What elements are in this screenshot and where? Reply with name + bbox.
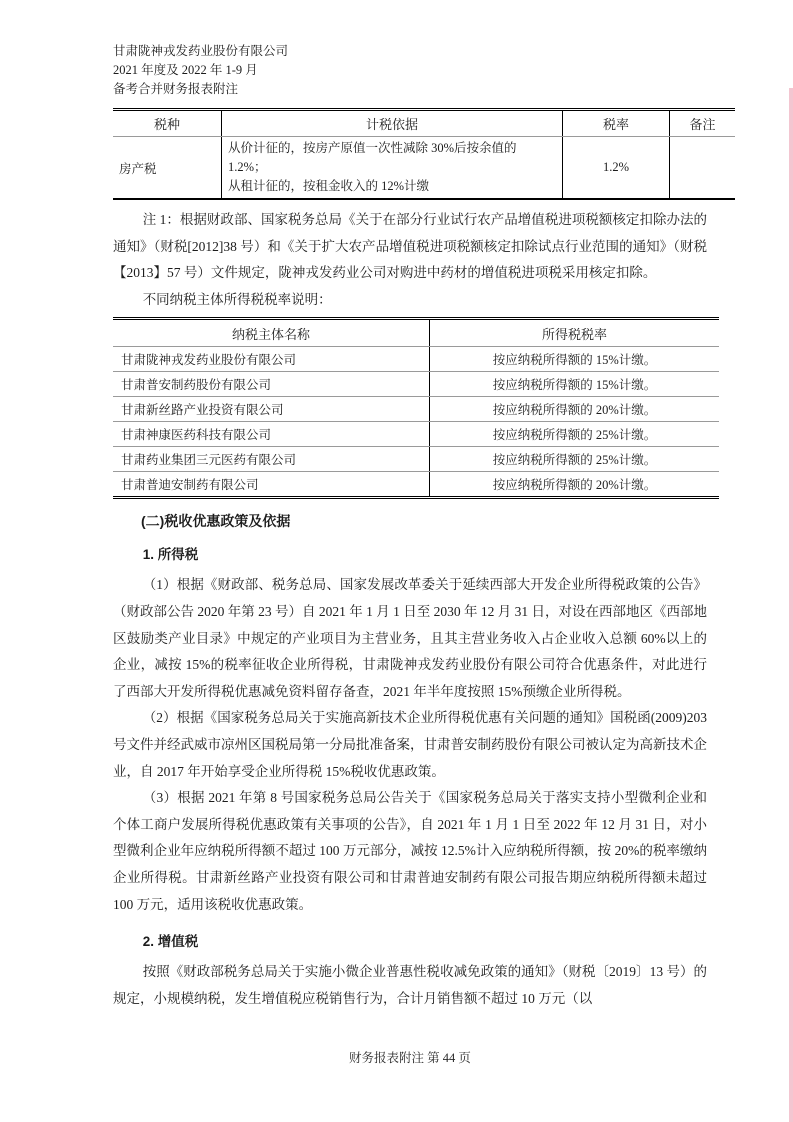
income-tax-paragraph-1: （1）根据《财政部、税务总局、国家发展改革委关于延续西部大开发企业所得税政策的公告》（财政部公告 2020 年第 23 号）自 2021 年 1 月 1 日至 2030 年 12 月 31 日，对设在西部地区《西部地区鼓励类产业目录》中规定的产业项目为主营业务，且其主营业务收入占企业收入总额 60%以上的企业，减按 15%的税率征收企业所得税，甘肃陇神戎发药业股份有限公司符合优惠条件，对此进行了西部大开发所得税优惠减免资料留存备查，2021 年半年度按照 15%预缴企业所得税。 bbox=[113, 577, 707, 699]
tax-basis-line-1: 从价计征的，按房产原值一次性减除 30%后按余值的 1.2%； bbox=[228, 141, 517, 174]
scan-edge-artifact bbox=[789, 88, 793, 1122]
col-header-tax-type: 税种 bbox=[113, 110, 222, 137]
table-row bbox=[113, 422, 719, 447]
table-row bbox=[113, 347, 719, 372]
table-row bbox=[113, 447, 719, 472]
income-tax-paragraph-3: （3）根据 2021 年第 8 号国家税务总局公告关于《国家税务总局关于落实支持小型微利企业和个体工商户发展所得税优惠政策有关事项的公告》，自 2021 年 1 月 1 日至 2022 年 12 月 31 日，对小型微利企业年应纳税所得额不超过 100 万元部分，减按 12.5%计入应纳税所得额，按 20%的税率缴纳企业所得税。甘肃新丝路产业投资有限公司和甘肃普迪安制药有限公司报告期应纳税所得额未超过 100 万元，适用该税收优惠政策。 bbox=[113, 790, 707, 912]
cell-entity-name: 甘肃神康医药科技有限公司 bbox=[113, 422, 430, 447]
table-row bbox=[113, 372, 719, 397]
cell-income-tax-rate: 按应纳税所得额的 20%计缴。 bbox=[430, 472, 720, 498]
cell-tax-basis bbox=[222, 137, 563, 200]
section-heading-tax-incentives: (二)税收优惠政策及依据 bbox=[141, 513, 291, 530]
col-header-tax-basis: 计税依据 bbox=[222, 110, 563, 137]
cell-entity-name: 甘肃药业集团三元医药有限公司 bbox=[113, 447, 430, 472]
subsection-heading-vat: 2. 增值税 bbox=[142, 934, 199, 950]
table-row bbox=[113, 472, 719, 498]
table-row bbox=[113, 397, 719, 422]
cell-remark bbox=[670, 137, 736, 200]
cell-entity-name: 甘肃新丝路产业投资有限公司 bbox=[113, 397, 430, 422]
document-content bbox=[113, 42, 716, 1066]
col-header-entity-name: 纳税主体名称 bbox=[113, 319, 430, 347]
note-1-paragraph: 注 1：根据财政部、国家税务总局《关于在部分行业试行农产品增值税进项税额核定扣除办法的通知》（财税[2012]38 号）和《关于扩大农产品增值税进项税额核定扣除试点行业范围的通知》（财税【2013】57 号）文件规定，陇神戎发药业公司对购进中药材的增值税进项税采用核定扣除。 bbox=[113, 212, 707, 281]
report-period: 2021 年度及 2022 年 1-9 月 bbox=[113, 63, 258, 77]
property-tax-table bbox=[113, 108, 735, 200]
vat-paragraph: 按照《财政部税务总局关于实施小微企业普惠性税收减免政策的通知》（财税〔2019〕13 号）的规定，小规模纳税，发生增值税应税销售行为，合计月销售额不超过 10 万元（以 bbox=[113, 964, 707, 1006]
income-tax-paragraph-2: （2）根据《国家税务总局关于实施高新技术企业所得税优惠有关问题的通知》国税函(2009)203 号文件并经武威市凉州区国税局第一分局批准备案，甘肃普安制药股份有限公司被认定为高新技术企业，自 2017 年开始享受企业所得税 15%税收优惠政策。 bbox=[113, 710, 707, 779]
company-name: 甘肃陇神戎发药业股份有限公司 bbox=[113, 44, 289, 58]
page-footer: 财务报表附注 第 44 页 bbox=[349, 1051, 471, 1066]
cell-income-tax-rate: 按应纳税所得额的 25%计缴。 bbox=[430, 447, 720, 472]
cell-income-tax-rate: 按应纳税所得额的 15%计缴。 bbox=[430, 372, 720, 397]
cell-income-tax-rate: 按应纳税所得额的 15%计缴。 bbox=[430, 347, 720, 372]
col-header-tax-rate: 税率 bbox=[563, 110, 670, 137]
cell-tax-rate: 1.2% bbox=[563, 137, 670, 200]
cell-tax-type: 房产税 bbox=[119, 161, 157, 176]
col-header-income-tax-rate: 所得税税率 bbox=[430, 319, 720, 347]
cell-income-tax-rate: 按应纳税所得额的 25%计缴。 bbox=[430, 422, 720, 447]
cell-entity-name: 甘肃普迪安制药有限公司 bbox=[121, 478, 259, 493]
document-header bbox=[113, 42, 707, 99]
cell-entity-name: 甘肃陇神戎发药业股份有限公司 bbox=[113, 347, 430, 372]
table-row bbox=[113, 137, 735, 200]
subsection-heading-income-tax: 1. 所得税 bbox=[142, 547, 199, 563]
cell-income-tax-rate: 按应纳税所得额的 20%计缴。 bbox=[430, 397, 720, 422]
tax-basis-line-2: 从租计征的，按租金收入的 12%计缴 bbox=[228, 179, 430, 193]
income-tax-rate-intro: 不同纳税主体所得税税率说明： bbox=[142, 291, 332, 307]
entity-income-tax-table bbox=[113, 317, 719, 499]
cell-entity-name: 甘肃普安制药股份有限公司 bbox=[113, 372, 430, 397]
col-header-remark: 备注 bbox=[670, 110, 736, 137]
document-title: 备考合并财务报表附注 bbox=[113, 82, 239, 96]
table-header-row bbox=[113, 319, 719, 347]
table-header-row bbox=[113, 110, 735, 137]
